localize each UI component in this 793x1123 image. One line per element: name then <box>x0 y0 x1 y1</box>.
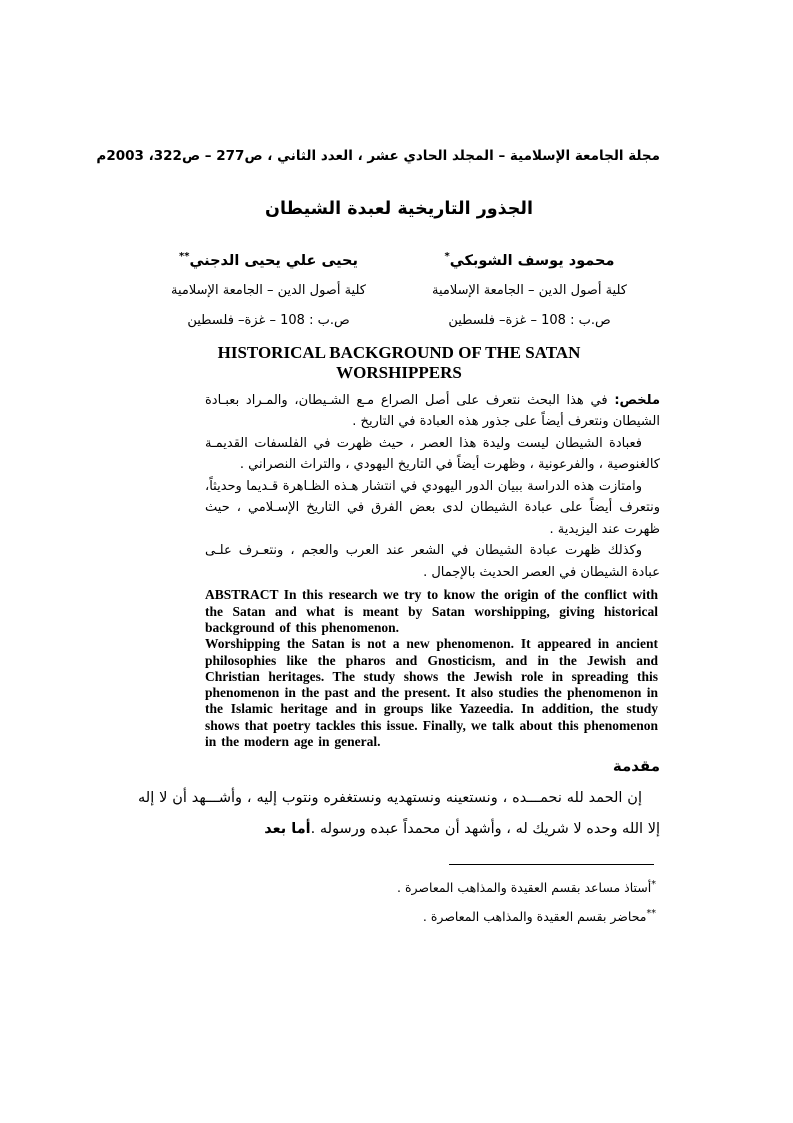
introduction-paragraph <box>138 783 660 845</box>
author-2-footnote-marker: ** <box>179 251 190 262</box>
paper-title-english-line-2: WORSHIPPERS <box>336 362 462 382</box>
footnote-2-marker: ** <box>646 908 656 920</box>
abstract-arabic-paragraph-4: وكذلك ظهرت عبادة الشيطان في الشعر عند العرب والعجم ، ونتعـرف علـى عبادة الشيطان في العصر الحديث بالإجمال . <box>205 543 660 580</box>
author-2-name <box>138 247 399 271</box>
author-1-column <box>399 247 660 329</box>
abstract-english <box>205 587 658 750</box>
abstract-arabic-label: ملخص: <box>614 392 660 408</box>
abstract-arabic-paragraph-1 <box>205 390 660 433</box>
footnote-2-text: محاضر بقسم العقيدة والمذاهب المعاصرة . <box>422 909 647 925</box>
abstract-arabic-paragraph-1-text: في هذا البحث نتعرف على أصل الصراع مـع الشـيطان، والمـراد بعبـادة الشيطان ونتعرف أيضاً على جذور هذه العبادة في التاريخ . <box>205 392 660 430</box>
paper-title-english-line-1: HISTORICAL BACKGROUND OF THE SATAN <box>217 342 581 362</box>
author-2-affiliation: كلية أصول الدين – الجامعة الإسلامية <box>171 282 366 298</box>
page-content <box>96 146 660 931</box>
abstract-english-paragraph-1: ABSTRACT In this research we try to know the origin of the conflict with the Satan and what is meant by Satan worshipping, giving historical background of this phenomenon. <box>205 587 658 635</box>
abstract-arabic-paragraph-2: فعبادة الشيطان ليست وليدة هذا العصر ، حيث ظهرت في الفلسفات القديمـة كالغنوصية ، والفرعونية ، وظهرت أيضاً في التاريخ اليهودي ، والتراث النصراني . <box>205 435 660 473</box>
author-1-name-text: محمود يوسف الشوبكي <box>449 252 615 269</box>
journal-header: مجلة الجامعة الإسلامية – المجلد الحادي عشر ، العدد الثاني ، ص277 – ص322، 2003م <box>96 148 660 164</box>
introduction-heading: مقدمة <box>612 757 660 776</box>
paper-title-arabic: الجذور التاريخية لعبدة الشيطان <box>265 199 533 219</box>
author-2-address: ص.ب : 108 – غزة– فلسطين <box>187 312 350 328</box>
footnote-1-marker: * <box>651 879 656 891</box>
author-1-affiliation: كلية أصول الدين – الجامعة الإسلامية <box>432 282 627 298</box>
abstract-arabic-paragraph-3: وامتازت هذه الدراسة ببيان الدور اليهودي في انتشار هـذه الظـاهرة قـديما وحديثاً، ونتعرف أيضاً على عبادة الشيطان لدى بعض الفرق في التاريخ الإسـلامي ، حيث ظهرت عند اليزيدية . <box>205 478 660 537</box>
author-1-address: ص.ب : 108 – غزة– فلسطين <box>448 312 611 328</box>
footnote-separator-rule <box>449 864 654 865</box>
footnote-2 <box>138 901 660 930</box>
introduction-text: إن الحمد لله نحمـــده ، ونستعينه ونستهديه ونستغفره ونتوب إليه ، وأشـــهد أن لا إله إلا الله وحده لا شريك له ، وأشهد أن محمداً عبده ورسوله . <box>138 790 660 838</box>
authors-block <box>138 247 660 329</box>
author-2-name-text: يحيى علي يحيى الدجني <box>189 252 358 269</box>
author-1-name <box>399 247 660 271</box>
introduction-closing-phrase: أما بعد <box>264 821 311 838</box>
footnote-1 <box>138 872 660 901</box>
abstract-arabic <box>205 390 660 584</box>
paper-title-english <box>138 343 660 383</box>
abstract-english-paragraph-2: Worshipping the Satan is not a new phenomenon. It appeared in ancient philosophies like the pharos and Gnosticism, and in the Jewish and Christian heritages. The study shows the Jewish role in spreading this phenomenon in the past and the present. It also studies the phenomenon in the Islamic heritage and in groups like Yazeedia. In addition, the study shows that poetry tackles this issue. Finally, we talk about this phenomenon in the modern age in general. <box>205 636 658 749</box>
author-2-column <box>138 247 399 329</box>
footnote-1-text: أستاذ مساعد بقسم العقيدة والمذاهب المعاصرة . <box>397 880 652 896</box>
author-1-footnote-marker: * <box>444 251 450 262</box>
footnotes-block <box>138 864 660 930</box>
